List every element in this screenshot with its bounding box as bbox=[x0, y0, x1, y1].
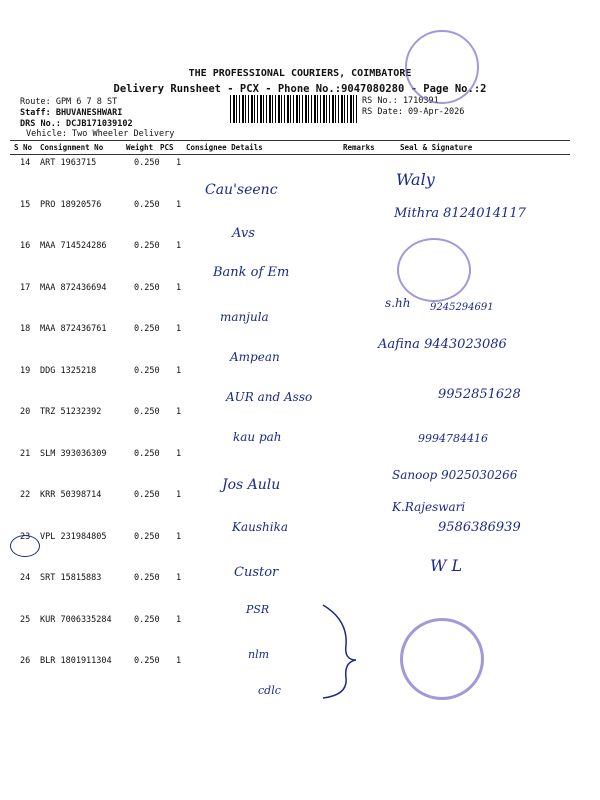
cell-consignment: BLR 1801911304 bbox=[40, 656, 112, 666]
cell-pcs: 1 bbox=[176, 531, 182, 542]
cell-sno: 21 bbox=[20, 448, 31, 459]
col-consignee: Consignee Details bbox=[186, 143, 263, 152]
handwritten-consignee: PSR bbox=[246, 603, 270, 616]
cell-pcs: 1 bbox=[176, 158, 182, 168]
cell-weight: 0.250 bbox=[134, 365, 160, 376]
document-subtitle: Delivery Runsheet - PCX - Phone No.:9047080280 - Page No.:2 bbox=[113, 83, 487, 95]
cell-consignment: DDG 1325218 bbox=[40, 365, 97, 376]
cell-consignment: KUR 7006335284 bbox=[40, 614, 112, 625]
cell-consignment: KRR 50398714 bbox=[40, 490, 102, 500]
handwritten-consignee: Jos Aulu bbox=[222, 477, 281, 493]
cell-pcs: 1 bbox=[176, 490, 182, 500]
col-pcs: PCS bbox=[160, 143, 174, 152]
divider bbox=[10, 140, 570, 141]
handwritten-signature: Sanoop 9025030266 bbox=[392, 468, 518, 482]
handwritten-consignee: Bank of Em bbox=[213, 265, 290, 280]
cell-weight: 0.250 bbox=[134, 282, 160, 293]
cell-weight: 0.250 bbox=[134, 656, 160, 666]
cell-consignment: PRO 18920576 bbox=[40, 199, 102, 210]
seal-stamp bbox=[397, 238, 471, 302]
cell-weight: 0.250 bbox=[134, 407, 160, 417]
cell-pcs: 1 bbox=[176, 656, 182, 666]
col-remarks: Remarks bbox=[343, 143, 375, 152]
table-row bbox=[0, 366, 600, 386]
cell-consignment: SRT 15815883 bbox=[40, 573, 102, 583]
cell-consignment: VPL 231984805 bbox=[40, 531, 107, 542]
handwritten-consignee: Cau'seenc bbox=[205, 182, 278, 198]
table-row bbox=[0, 241, 600, 261]
col-seal: Seal & Signature bbox=[400, 143, 473, 152]
handwritten-consignee: Ampean bbox=[230, 350, 280, 364]
barcode bbox=[230, 95, 357, 123]
cell-sno: 24 bbox=[20, 573, 31, 583]
seal-stamp bbox=[400, 618, 484, 700]
document-title: THE PROFESSIONAL COURIERS, COIMBATORE bbox=[188, 68, 412, 79]
cell-weight: 0.250 bbox=[134, 199, 160, 210]
table-row bbox=[0, 573, 600, 593]
handwritten-consignee: Custor bbox=[234, 565, 279, 580]
handwritten-consignee: Avs bbox=[232, 226, 255, 241]
cell-weight: 0.250 bbox=[134, 490, 160, 500]
cell-pcs: 1 bbox=[176, 241, 182, 251]
cell-weight: 0.250 bbox=[134, 573, 160, 583]
table-row bbox=[0, 283, 600, 303]
handwritten-signature: 9994784416 bbox=[418, 432, 488, 445]
table-row bbox=[0, 407, 600, 427]
cell-consignment: ART 1963715 bbox=[40, 158, 97, 168]
table-row bbox=[0, 158, 600, 178]
handwritten-signature: 9952851628 bbox=[438, 387, 521, 402]
cell-pcs: 1 bbox=[176, 407, 182, 417]
cell-weight: 0.250 bbox=[134, 614, 160, 625]
cell-pcs: 1 bbox=[176, 282, 182, 293]
staff-label: Staff: BHUVANESHWARI bbox=[20, 108, 123, 118]
row-23-circle-mark bbox=[10, 535, 40, 557]
cell-sno: 20 bbox=[20, 407, 31, 417]
table-row bbox=[0, 656, 600, 676]
table-row bbox=[0, 324, 600, 344]
brace-mark bbox=[318, 600, 358, 700]
cell-pcs: 1 bbox=[176, 448, 182, 459]
cell-sno: 16 bbox=[20, 241, 31, 251]
cell-sno: 26 bbox=[20, 656, 31, 666]
handwritten-signature: Waly bbox=[396, 170, 435, 189]
handwritten-signature: W L bbox=[430, 556, 463, 575]
cell-sno: 25 bbox=[20, 614, 31, 625]
cell-sno: 18 bbox=[20, 324, 31, 334]
cell-pcs: 1 bbox=[176, 614, 182, 625]
cell-pcs: 1 bbox=[176, 365, 182, 376]
handwritten-consignee: Kaushika bbox=[232, 520, 288, 534]
cell-pcs: 1 bbox=[176, 199, 182, 210]
col-consignment: Consignment No bbox=[40, 143, 104, 152]
handwritten-signature: K.Rajeswari bbox=[392, 500, 466, 514]
table-row bbox=[0, 615, 600, 635]
handwritten-consignee: AUR and Asso bbox=[226, 390, 313, 404]
handwritten-signature: Aafina 9443023086 bbox=[378, 337, 507, 352]
handwritten-consignee: nlm bbox=[248, 648, 270, 661]
divider bbox=[10, 154, 570, 155]
cell-consignment: TRZ 51232392 bbox=[40, 407, 102, 417]
cell-sno: 22 bbox=[20, 490, 31, 500]
handwritten-consignee: manjula bbox=[220, 310, 269, 324]
rs-number: RS No.: 1710391 bbox=[362, 96, 439, 106]
col-weight: Weight bbox=[126, 143, 154, 152]
handwritten-signature: 9245294691 bbox=[430, 302, 494, 313]
cell-weight: 0.250 bbox=[134, 531, 160, 542]
vehicle-label: Vehicle: Two Wheeler Delivery bbox=[26, 129, 175, 139]
col-sno: S No bbox=[14, 143, 33, 152]
cell-sno: 23 bbox=[20, 531, 31, 542]
cell-pcs: 1 bbox=[176, 324, 182, 334]
table-row bbox=[0, 449, 600, 469]
cell-weight: 0.250 bbox=[134, 324, 160, 334]
cell-weight: 0.250 bbox=[134, 158, 160, 168]
handwritten-consignee: cdlc bbox=[258, 684, 281, 697]
handwritten-signature: 9586386939 bbox=[438, 520, 521, 535]
drs-label: DRS No.: DCJB171039102 bbox=[20, 119, 133, 129]
route-label: Route: GPM 6 7 8 ST bbox=[20, 97, 118, 107]
cell-sno: 19 bbox=[20, 365, 31, 376]
cell-sno: 17 bbox=[20, 282, 31, 293]
cell-pcs: 1 bbox=[176, 573, 182, 583]
cell-consignment: SLM 393036309 bbox=[40, 448, 107, 459]
cell-consignment: MAA 872436761 bbox=[40, 324, 107, 334]
seal-stamp bbox=[405, 30, 479, 104]
handwritten-signature: Mithra 8124014117 bbox=[394, 206, 526, 221]
cell-consignment: MAA 714524286 bbox=[40, 241, 107, 251]
cell-sno: 14 bbox=[20, 158, 31, 168]
rs-date: RS Date: 09-Apr-2026 bbox=[362, 107, 465, 117]
cell-sno: 15 bbox=[20, 199, 31, 210]
handwritten-signature: s.hh bbox=[385, 296, 411, 310]
handwritten-consignee: kau pah bbox=[233, 430, 282, 444]
cell-weight: 0.250 bbox=[134, 448, 160, 459]
cell-consignment: MAA 872436694 bbox=[40, 282, 107, 293]
table-row bbox=[0, 490, 600, 510]
cell-weight: 0.250 bbox=[134, 241, 160, 251]
